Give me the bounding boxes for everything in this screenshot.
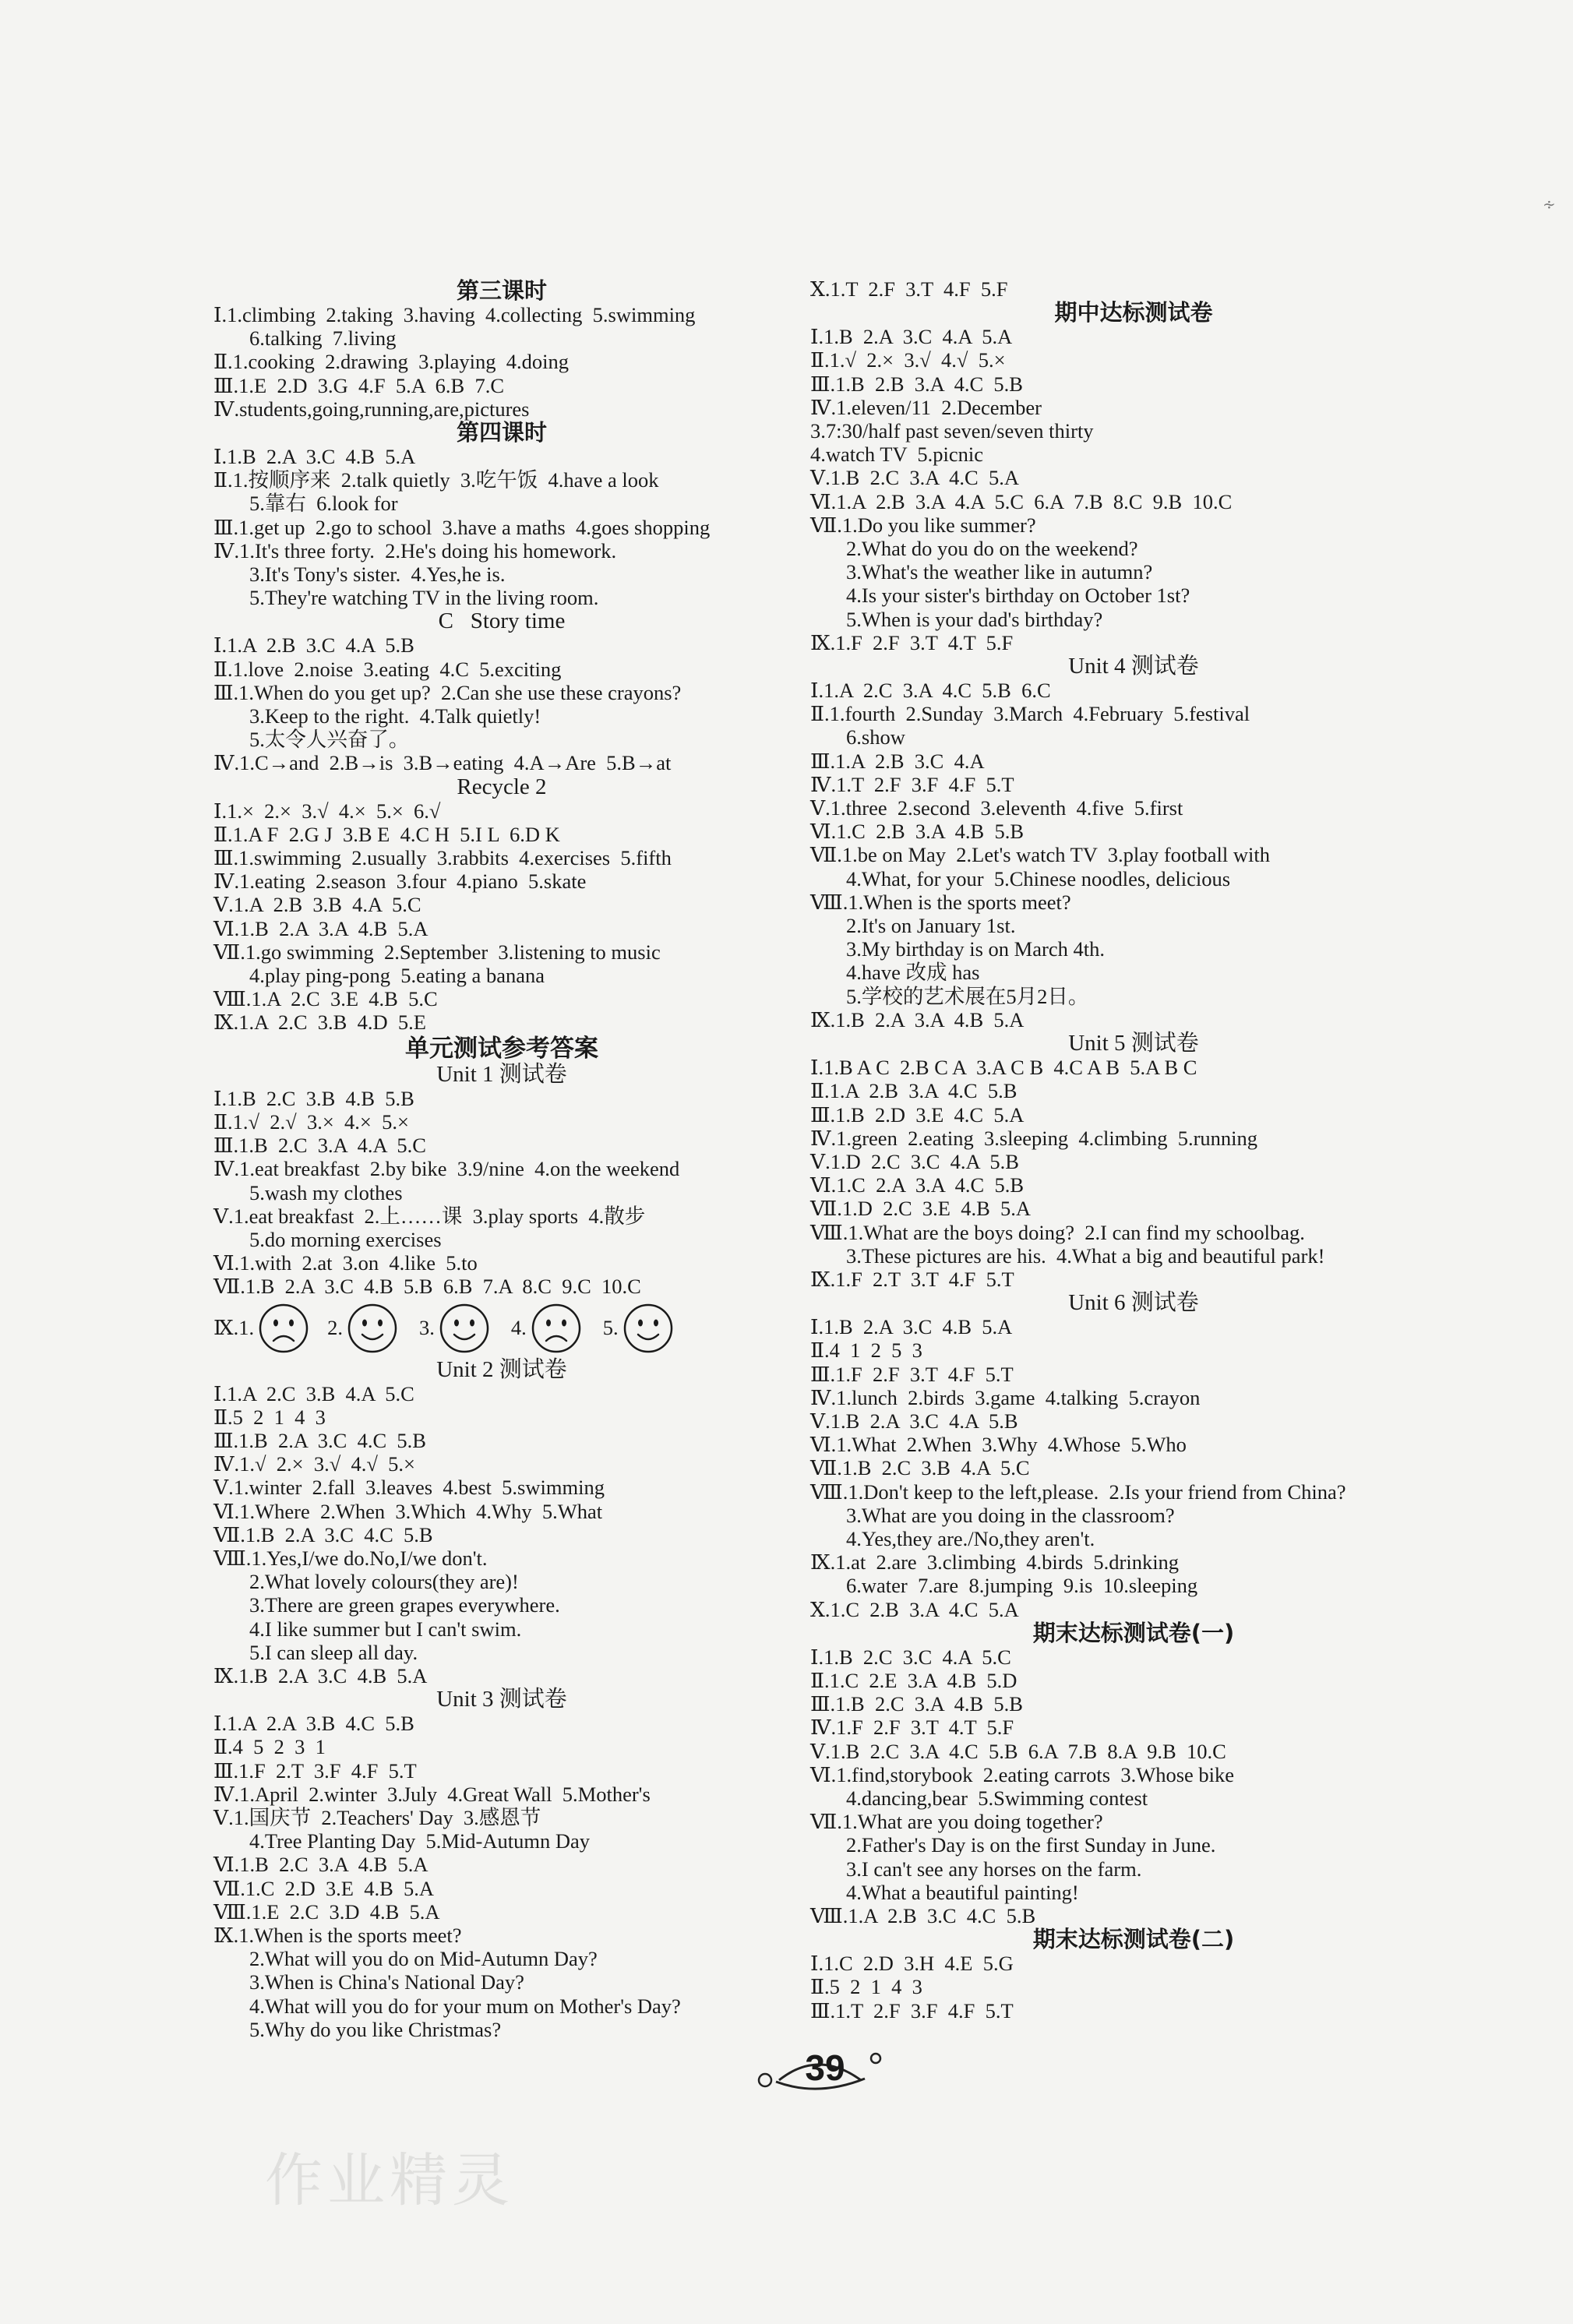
- answer-line: Ⅴ.1.eat breakfast 2.上……课 3.play sports 4.散步: [213, 1204, 646, 1228]
- sad-face-icon: [530, 1302, 583, 1355]
- section-heading: Unit 1 测试卷: [436, 1061, 567, 1087]
- answer-line: Ⅸ.1.When is the sports meet?: [213, 1923, 462, 1947]
- answer-line: Ⅸ.1.A 2.C 3.B 4.D 5.E: [213, 1010, 426, 1035]
- section-heading: 第三课时: [456, 277, 547, 304]
- face-answer-label: 3.: [418, 1316, 435, 1340]
- answer-line: Ⅱ.1.cooking 2.drawing 3.playing 4.doing: [213, 350, 569, 374]
- answer-line: Ⅳ.1.April 2.winter 3.July 4.Great Wall 5.Mother's: [213, 1782, 651, 1806]
- answer-line: Ⅸ.1.F 2.T 3.T 4.F 5.T: [810, 1267, 1014, 1291]
- answer-line: 3.When is China's National Day?: [249, 1970, 524, 1994]
- answer-line: 5.I can sleep all day.: [249, 1640, 418, 1664]
- happy-face-icon: [438, 1302, 491, 1355]
- answer-line: Ⅷ.1.E 2.C 3.D 4.B 5.A: [213, 1899, 440, 1924]
- answer-line: 2.What will you do on Mid-Autumn Day?: [249, 1947, 598, 1971]
- section-heading: Recycle 2: [457, 774, 547, 799]
- answer-line: Ⅱ.1.C 2.E 3.A 4.B 5.D: [810, 1668, 1018, 1692]
- answer-line: Ⅴ.1.D 2.C 3.C 4.A 5.B: [810, 1149, 1019, 1173]
- answer-line: Ⅲ.1.B 2.A 3.C 4.C 5.B: [213, 1428, 426, 1452]
- happy-face-icon: [622, 1302, 675, 1355]
- answer-line: Ⅵ.1.A 2.B 3.A 4.A 5.C 6.A 7.B 8.C 9.B 10.C: [810, 489, 1233, 513]
- answer-line: 4.Tree Planting Day 5.Mid-Autumn Day: [249, 1829, 590, 1853]
- answer-line: Ⅲ.1.B 2.C 3.A 4.A 5.C: [213, 1134, 426, 1158]
- answer-line: Ⅱ.5 2 1 4 3: [213, 1405, 326, 1429]
- answer-line: 6.water 7.are 8.jumping 9.is 10.sleeping: [846, 1574, 1198, 1598]
- answer-line: Ⅷ.1.What are the boys doing? 2.I can find my schoolbag.: [810, 1220, 1305, 1244]
- answer-line: Ⅳ.1.lunch 2.birds 3.game 4.talking 5.crayon: [810, 1385, 1201, 1409]
- face-answer-label: 2.: [327, 1316, 343, 1340]
- answer-line: Ⅲ.1.swimming 2.usually 3.rabbits 4.exercises 5.fifth: [213, 846, 672, 870]
- face-answer-item: [511, 1302, 583, 1355]
- answer-line: Ⅷ.1.A 2.C 3.E 4.B 5.C: [213, 987, 438, 1011]
- answer-line: 3.It's Tony's sister. 4.Yes,he is.: [249, 562, 506, 587]
- answer-line: 4.What a beautiful painting!: [846, 1880, 1079, 1904]
- section-heading: Unit 2 测试卷: [436, 1356, 567, 1382]
- answer-line: Ⅱ.1.fourth 2.Sunday 3.March 4.February 5.festival: [810, 702, 1250, 726]
- answer-line: Ⅲ.1.A 2.B 3.C 4.A: [810, 749, 985, 773]
- page-number: 39: [805, 2047, 845, 2088]
- answer-line: Ⅷ.1.Yes,I/we do.No,I/we don't.: [213, 1546, 488, 1570]
- answer-line: Ⅶ.1.B 2.A 3.C 4.B 5.B 6.B 7.A 8.C 9.C 10.C: [213, 1275, 641, 1299]
- answer-line: Ⅹ.1.T 2.F 3.T 4.F 5.F: [810, 277, 1008, 301]
- answer-line: 5.学校的艺术展在5月2日。: [846, 984, 1089, 1008]
- section-heading: 第四课时: [456, 419, 547, 446]
- answer-line: Ⅶ.1.go swimming 2.September 3.listening to music: [213, 940, 661, 964]
- answer-line: Ⅰ.1.× 2.× 3.√ 4.× 5.× 6.√: [213, 799, 441, 823]
- answer-line: Ⅰ.1.A 2.A 3.B 4.C 5.B: [213, 1712, 414, 1736]
- watermark-bottom: 作业精灵: [265, 2147, 514, 2214]
- answer-line: Ⅶ.1.be on May 2.Let's watch TV 3.play football with: [810, 843, 1270, 867]
- answer-line: Ⅵ.1.Where 2.When 3.Which 4.Why 5.What: [213, 1499, 603, 1523]
- answer-line: Ⅸ.1.F 2.F 3.T 4.T 5.F: [810, 630, 1014, 654]
- answer-line: Ⅷ.1.A 2.B 3.C 4.C 5.B: [810, 1904, 1036, 1927]
- answer-line: Ⅲ.1.B 2.B 3.A 4.C 5.B: [810, 372, 1023, 396]
- section-heading: 期中达标测试卷: [1054, 299, 1213, 326]
- answer-line: Ⅰ.1.B 2.A 3.C 4.A 5.A: [810, 325, 1013, 349]
- answer-line: Ⅴ.1.国庆节 2.Teachers' Day 3.感恩节: [213, 1805, 541, 1829]
- faces-answer-row: [213, 1299, 790, 1358]
- answer-line: Ⅰ.1.B 2.C 3.C 4.A 5.C: [810, 1645, 1011, 1669]
- answer-line: Ⅰ.1.B 2.A 3.C 4.B 5.A: [810, 1315, 1013, 1339]
- section-heading: 期末达标测试卷(二): [1032, 1926, 1235, 1953]
- answer-line: 5.wash my clothes: [249, 1180, 403, 1204]
- answer-line: 3.7:30/half past seven/seven thirty: [810, 419, 1094, 443]
- answer-line: Ⅴ.1.A 2.B 3.B 4.A 5.C: [213, 893, 421, 917]
- section-heading: C Story time: [438, 608, 566, 634]
- answer-line: 4.watch TV 5.picnic: [810, 443, 984, 467]
- answer-line: Ⅳ.1.eat breakfast 2.by bike 3.9/nine 4.on the weekend: [213, 1157, 680, 1181]
- answer-line: Ⅱ.5 2 1 4 3: [810, 1975, 922, 1999]
- answer-line: Ⅵ.1.find,storybook 2.eating carrots 3.Whose bike: [810, 1762, 1235, 1786]
- answer-line: Ⅴ.1.B 2.C 3.A 4.C 5.B 6.A 7.B 8.A 9.B 10.C: [810, 1739, 1226, 1763]
- answer-line: Ⅶ.1.What are you doing together?: [810, 1810, 1103, 1834]
- answer-line: Ⅴ.1.B 2.C 3.A 4.C 5.A: [810, 466, 1019, 490]
- answer-line: Ⅳ.1.F 2.F 3.T 4.T 5.F: [810, 1716, 1014, 1740]
- answer-line: Ⅶ.1.Do you like summer?: [810, 513, 1036, 537]
- face-answer-item: [213, 1302, 310, 1355]
- answer-line: 3.Keep to the right. 4.Talk quietly!: [249, 704, 541, 728]
- answer-line: Ⅹ.1.C 2.B 3.A 4.C 5.A: [810, 1597, 1019, 1621]
- answer-line: Ⅴ.1.B 2.A 3.C 4.A 5.B: [810, 1409, 1018, 1433]
- answer-line: Ⅲ.1.get up 2.go to school 3.have a maths 4.goes shopping: [213, 515, 711, 539]
- answer-line: Ⅲ.1.When do you get up? 2.Can she use these crayons?: [213, 680, 682, 704]
- section-heading: Unit 3 测试卷: [436, 1687, 567, 1712]
- answer-line: 5.When is your dad's birthday?: [846, 607, 1103, 631]
- sad-face-icon: [257, 1302, 310, 1355]
- answer-line: Ⅵ.1.What 2.When 3.Why 4.Whose 5.Who: [810, 1433, 1187, 1457]
- left-answer-column: [213, 279, 790, 2041]
- corner-speck: ∻: [1543, 196, 1556, 213]
- answer-line: 5.靠右 6.look for: [249, 492, 398, 516]
- answer-line: Ⅵ.1.B 2.A 3.A 4.B 5.A: [213, 916, 429, 940]
- answer-line: 3.I can't see any horses on the farm.: [846, 1857, 1142, 1881]
- answer-line: Ⅴ.1.winter 2.fall 3.leaves 4.best 5.swimming: [213, 1476, 605, 1500]
- answer-line: 5.They're watching TV in the living room.: [249, 586, 599, 610]
- answer-line: 2.What do you do on the weekend?: [846, 537, 1138, 561]
- answer-line: Ⅸ.1.B 2.A 3.C 4.B 5.A: [213, 1663, 428, 1687]
- answer-line: Ⅶ.1.D 2.C 3.E 4.B 5.A: [810, 1197, 1032, 1221]
- answer-line: Ⅱ.1.A F 2.G J 3.B E 4.C H 5.I L 6.D K: [213, 822, 560, 846]
- answer-line: Ⅵ.1.C 2.B 3.A 4.B 5.B: [810, 820, 1025, 844]
- answer-line: 4.play ping-pong 5.eating a banana: [249, 964, 545, 988]
- answer-line: Ⅲ.1.B 2.C 3.A 4.B 5.B: [810, 1692, 1023, 1716]
- answer-line: Ⅵ.1.with 2.at 3.on 4.like 5.to: [213, 1251, 478, 1275]
- answer-line: 3.What's the weather like in autumn?: [846, 560, 1153, 584]
- answer-line: Ⅲ.1.F 2.F 3.T 4.F 5.T: [810, 1362, 1014, 1386]
- answer-line: 2.Father's Day is on the first Sunday in June.: [846, 1833, 1216, 1857]
- answer-line: Ⅰ.1.B 2.A 3.C 4.B 5.A: [213, 445, 416, 469]
- answer-line: Ⅷ.1.When is the sports meet?: [810, 890, 1071, 914]
- answer-line: Ⅰ.1.B 2.C 3.B 4.B 5.B: [213, 1086, 414, 1110]
- answer-line: 6.show: [846, 725, 905, 749]
- answer-line: Ⅳ.1.green 2.eating 3.sleeping 4.climbing 5.running: [810, 1126, 1258, 1150]
- answer-line: 4.What, for your 5.Chinese noodles, delicious: [846, 866, 1231, 890]
- answer-line: 3.My birthday is on March 4th.: [846, 937, 1105, 961]
- answer-line: Ⅳ.1.T 2.F 3.F 4.F 5.T: [810, 772, 1014, 796]
- answer-line: Ⅰ.1.climbing 2.taking 3.having 4.collecting 5.swimming: [213, 303, 696, 326]
- face-answer-item: [603, 1302, 675, 1355]
- answer-line: Ⅱ.4 1 2 5 3: [810, 1338, 922, 1363]
- answer-line: Ⅰ.1.A 2.B 3.C 4.A 5.B: [213, 633, 414, 658]
- answer-line: 4.What will you do for your mum on Mother's Day?: [249, 1994, 681, 2018]
- answer-line: Ⅲ.1.E 2.D 3.G 4.F 5.A 6.B 7.C: [213, 373, 505, 397]
- answer-line: Ⅳ.1.C→and 2.B→is 3.B→eating 4.A→Are 5.B→at: [213, 751, 672, 775]
- answer-line: Ⅴ.1.three 2.second 3.eleventh 4.five 5.first: [810, 796, 1183, 820]
- answer-line: Ⅸ.1.B 2.A 3.A 4.B 5.A: [810, 1007, 1025, 1032]
- answer-line: Ⅳ.1.It's three forty. 2.He's doing his homework.: [213, 538, 617, 562]
- face-answer-label: 4.: [510, 1316, 527, 1340]
- section-heading: Unit 6 测试卷: [1068, 1290, 1199, 1316]
- answer-line: Ⅱ.1.love 2.noise 3.eating 4.C 5.exciting: [213, 657, 562, 681]
- answer-line: 5.太令人兴奋了。: [249, 728, 410, 752]
- answer-line: 4.Is your sister's birthday on October 1st?: [846, 584, 1190, 608]
- answer-line: Ⅵ.1.B 2.C 3.A 4.B 5.A: [213, 1853, 429, 1877]
- answer-line: 5.Why do you like Christmas?: [249, 2017, 502, 2041]
- answer-line: Ⅱ.1.√ 2.× 3.√ 4.√ 5.×: [810, 348, 1006, 372]
- answer-line: Ⅸ.1.at 2.are 3.climbing 4.birds 5.drinking: [810, 1550, 1180, 1575]
- answer-line: Ⅲ.1.T 2.F 3.F 4.F 5.T: [810, 1998, 1014, 2022]
- answer-line: Ⅳ.1.√ 2.× 3.√ 4.√ 5.×: [213, 1452, 415, 1476]
- answer-line: 4.I like summer but I can't swim.: [249, 1617, 522, 1641]
- answer-line: Ⅱ.1.按顺序来 2.talk quietly 3.吃午饭 4.have a look: [213, 468, 659, 492]
- answer-line: Ⅰ.1.A 2.C 3.B 4.A 5.C: [213, 1381, 414, 1405]
- answer-line: Ⅵ.1.C 2.A 3.A 4.C 5.B: [810, 1173, 1025, 1197]
- answer-line: Ⅰ.1.C 2.D 3.H 4.E 5.G: [810, 1952, 1014, 1976]
- answer-line: 6.talking 7.living: [249, 326, 397, 351]
- answer-line: 3.These pictures are his. 4.What a big and beautiful park!: [846, 1243, 1325, 1268]
- answer-line: 5.do morning exercises: [249, 1227, 442, 1251]
- answer-line: 4.Yes,they are./No,they aren't.: [846, 1526, 1095, 1550]
- answer-line: 4.dancing,bear 5.Swimming contest: [846, 1786, 1148, 1810]
- face-answer-item: [327, 1302, 399, 1355]
- face-answer-item: [419, 1302, 491, 1355]
- answer-line: Ⅰ.1.B A C 2.B C A 3.A C B 4.C A B 5.A B C: [810, 1056, 1197, 1080]
- answer-line: Ⅳ.1.eleven/11 2.December: [810, 395, 1042, 419]
- answer-line: 2.What lovely colours(they are)!: [249, 1570, 519, 1594]
- answer-line: Ⅳ.1.eating 2.season 3.four 4.piano 5.skate: [213, 869, 587, 894]
- section-heading: 期末达标测试卷(一): [1032, 1619, 1235, 1646]
- answer-line: Ⅰ.1.A 2.C 3.A 4.C 5.B 6.C: [810, 679, 1051, 703]
- answer-line: Ⅱ.4 5 2 3 1: [213, 1735, 326, 1759]
- answer-line: 2.It's on January 1st.: [846, 914, 1016, 938]
- right-answer-column: [810, 277, 1457, 2022]
- face-answer-label: Ⅸ.1.: [213, 1316, 255, 1340]
- answer-line: Ⅲ.1.F 2.T 3.F 4.F 5.T: [213, 1758, 417, 1783]
- answer-line: Ⅲ.1.B 2.D 3.E 4.C 5.A: [810, 1102, 1025, 1127]
- section-heading: Unit 4 测试卷: [1068, 654, 1199, 679]
- section-heading: Unit 5 测试卷: [1068, 1031, 1199, 1056]
- section-heading: 单元测试参考答案: [405, 1034, 598, 1063]
- answer-line: Ⅶ.1.B 2.A 3.C 4.C 5.B: [213, 1522, 433, 1546]
- answer-line: Ⅱ.1.A 2.B 3.A 4.C 5.B: [810, 1079, 1018, 1103]
- answer-line: Ⅶ.1.B 2.C 3.B 4.A 5.C: [810, 1456, 1030, 1480]
- answer-line: Ⅷ.1.Don't keep to the left,please. 2.Is your friend from China?: [810, 1479, 1346, 1504]
- answer-line: 3.There are green grapes everywhere.: [249, 1593, 560, 1617]
- happy-face-icon: [346, 1302, 399, 1355]
- face-answer-label: 5.: [602, 1316, 619, 1340]
- answer-line: 4.have 改成 has: [846, 961, 980, 985]
- answer-line: Ⅱ.1.√ 2.√ 3.× 4.× 5.×: [213, 1109, 409, 1134]
- answer-line: Ⅳ.students,going,running,are,pictures: [213, 397, 530, 421]
- answer-line: Ⅶ.1.C 2.D 3.E 4.B 5.A: [213, 1876, 435, 1900]
- answer-line: 3.What are you doing in the classroom?: [846, 1503, 1175, 1527]
